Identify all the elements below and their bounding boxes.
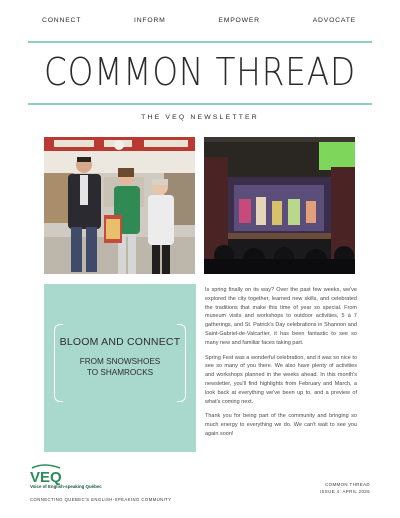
logo-subtitle: Voice of English-speaking Québec — [30, 484, 102, 489]
paragraph: Is spring finally on its way? Over the past few weeks, we've explored the city together, learned new skills, and celebrated the traditions that make this time of year so special. From museum visits and workshops to outdoor activities, 5 à 7 gatherings, and St. Patrick's Day celebrations in Shannon and Saint-Gabriel-de-Valcartier, it has been fantastic to see so many new and familiar faces taking part. — [205, 287, 357, 346]
logo-wordmark: VEQ — [30, 469, 62, 486]
masthead-title: COMMON THREAD — [43, 50, 357, 94]
nav-inform[interactable]: INFORM — [134, 16, 166, 24]
nav-empower[interactable]: EMPOWER — [218, 16, 260, 24]
masthead-divider — [28, 103, 372, 105]
issue-title: COMMON THREAD — [325, 482, 370, 487]
feature-subtitle-line2: TO SHAMROCKS — [86, 368, 154, 377]
paragraph: Thank you for being part of the community and bringing so much energy to everything we do. We can't wait to see you again soon! — [205, 413, 357, 437]
top-divider — [28, 41, 372, 43]
feature-subtitle-line1: FROM SNOWSHOES — [79, 357, 161, 366]
intro-article — [205, 286, 357, 445]
veq-logo[interactable] — [30, 464, 130, 486]
newsletter-subtitle: THE VEQ NEWSLETTER — [141, 114, 259, 121]
feature-box — [44, 284, 196, 452]
feature-subtitle — [44, 356, 196, 378]
feature-title: BLOOM AND CONNECT — [59, 336, 181, 348]
photo-stage-performance — [204, 137, 355, 274]
top-nav — [0, 0, 400, 40]
issue-info — [320, 481, 370, 495]
footer-tagline: CONNECTING QUEBEC'S ENGLISH-SPEAKING COMMUNITY — [30, 497, 172, 502]
nav-advocate[interactable]: ADVOCATE — [312, 16, 356, 24]
photo-community-members — [44, 137, 195, 274]
paragraph: Spring Fest was a wonderful celebration, and it was so nice to see so many of you there. We also have plenty of activities and workshops planned in the weeks ahead. In this month's newsletter, you'll find highlights from February and March, a look back at everything we've been up to, and a preview of what's coming next. — [205, 354, 357, 405]
issue-number: ISSUE 4: APRIL 2026 — [319, 489, 370, 494]
nav-connect[interactable]: CONNECT — [42, 16, 82, 24]
